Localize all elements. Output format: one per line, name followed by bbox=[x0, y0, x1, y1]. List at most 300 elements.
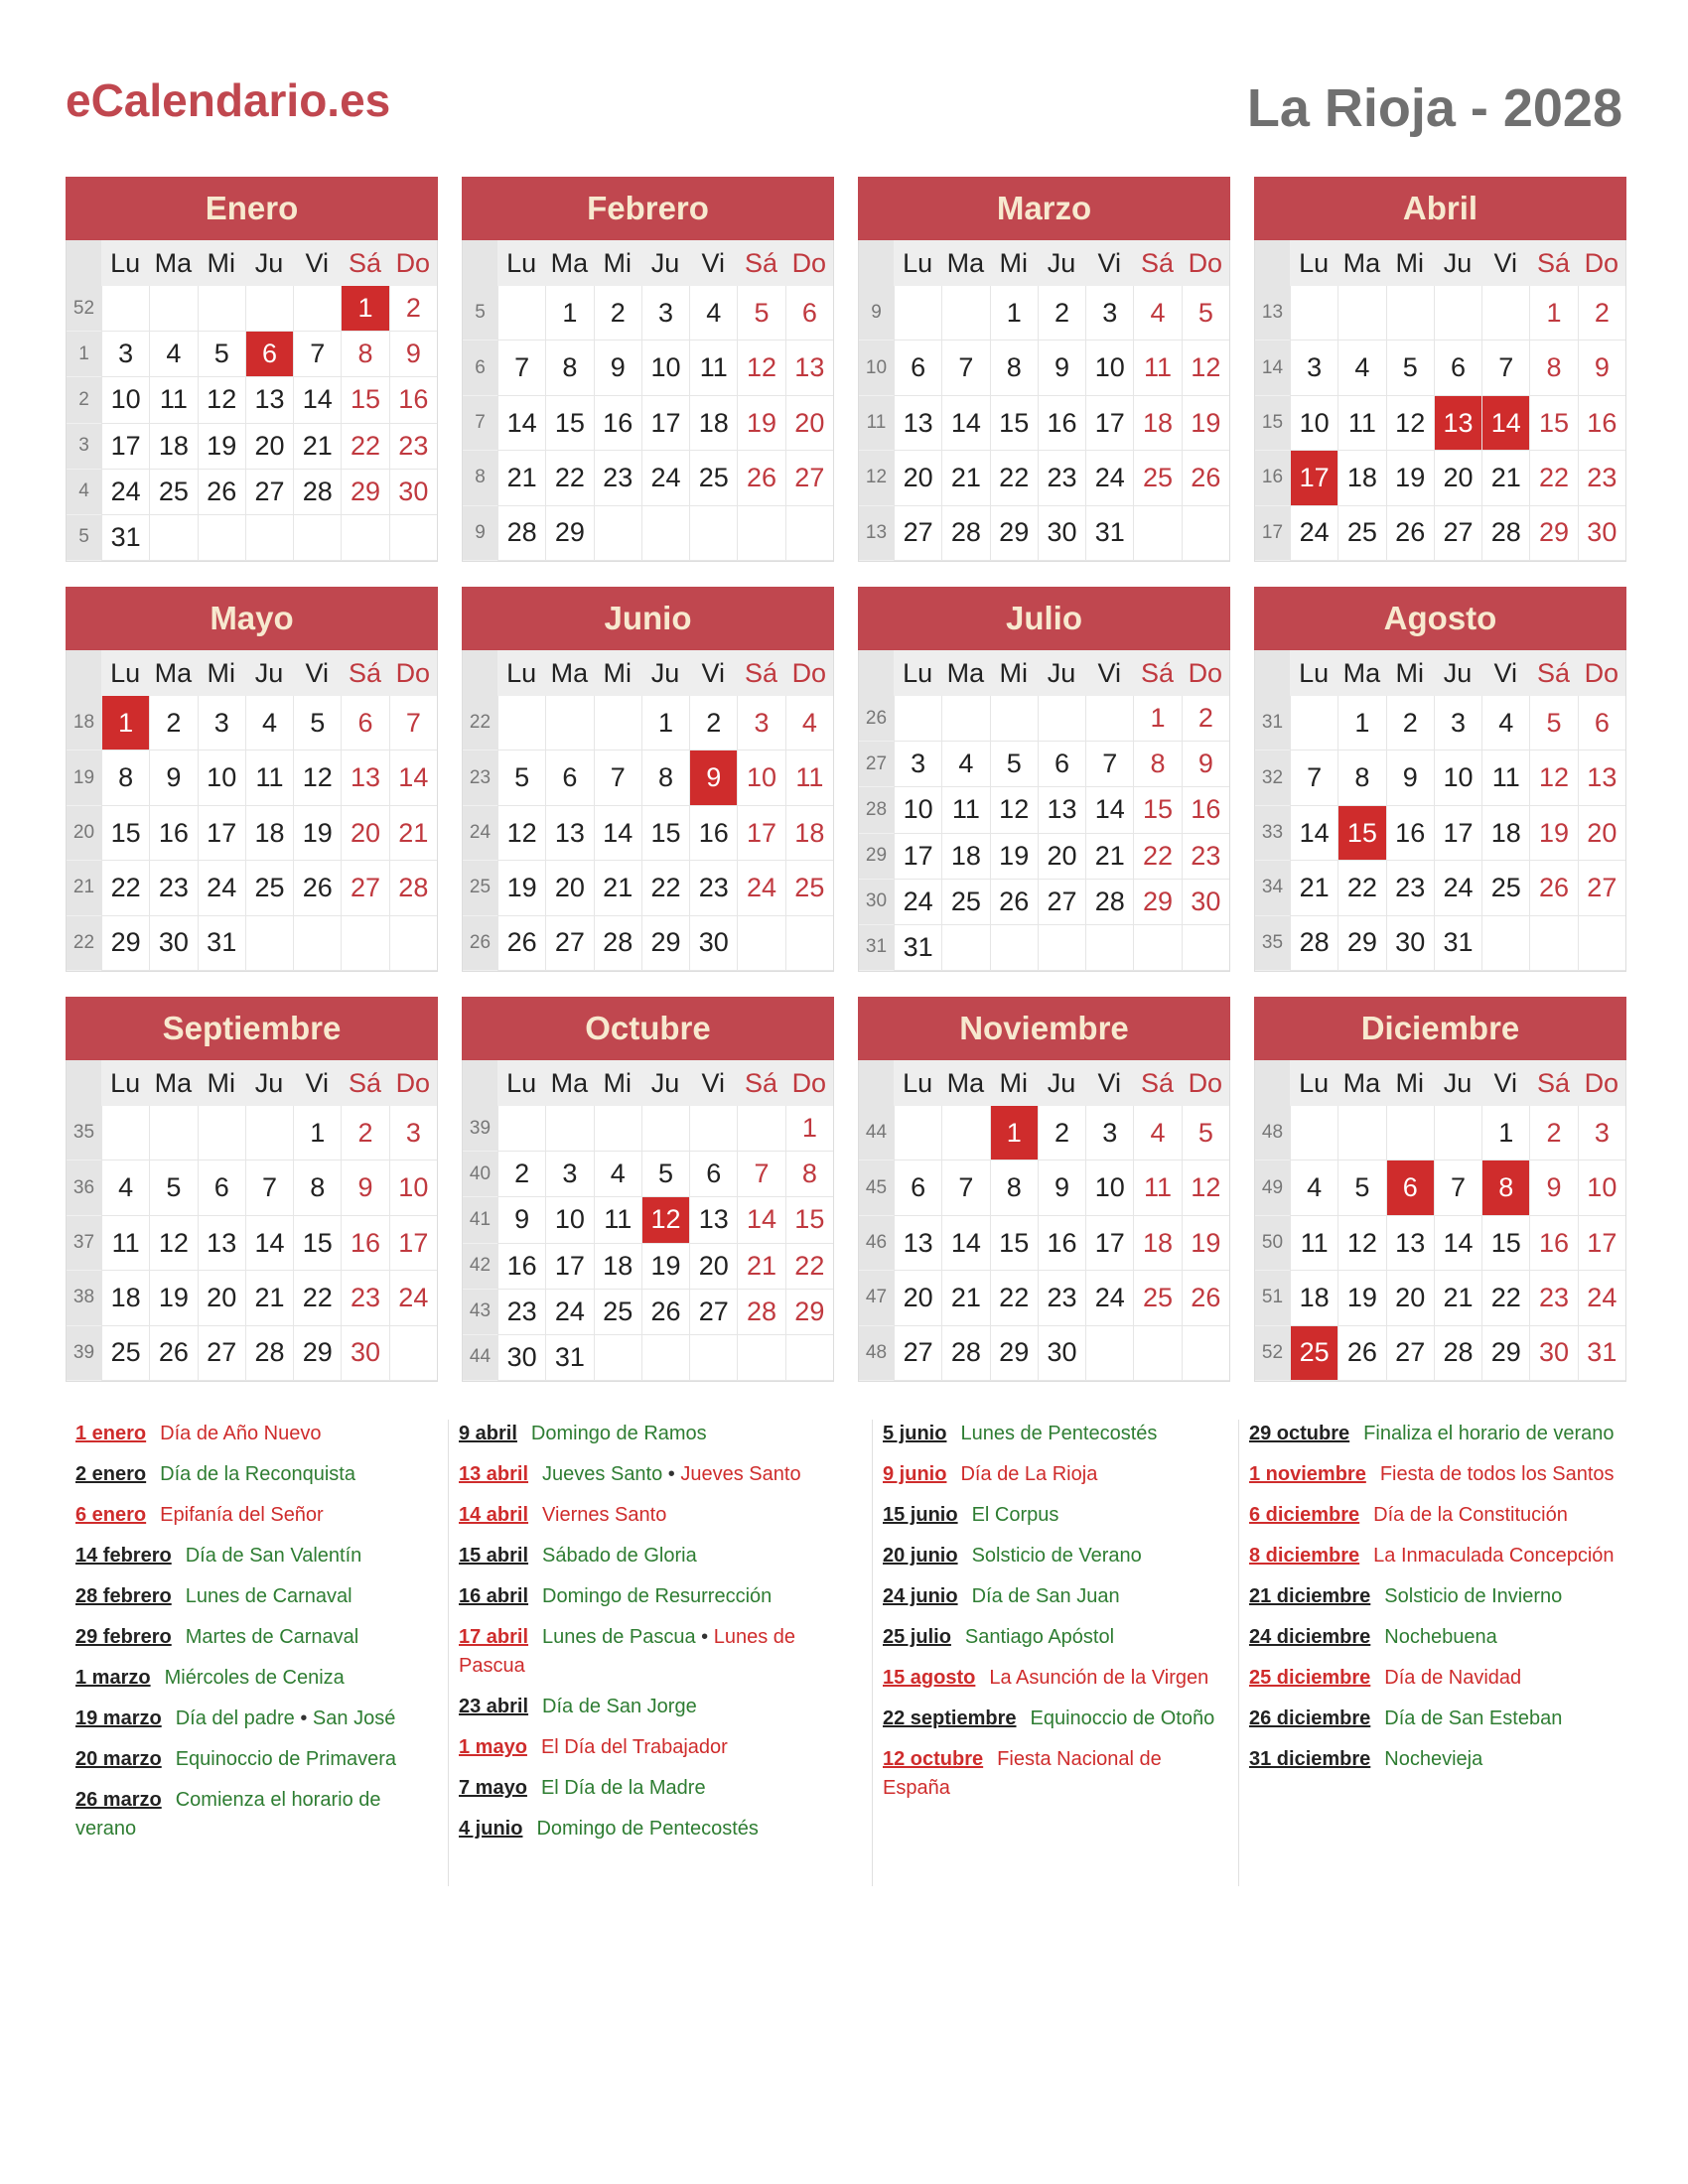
day-cell[interactable]: 17 bbox=[1578, 1216, 1625, 1271]
day-cell[interactable]: 6 bbox=[1386, 1160, 1434, 1215]
day-cell[interactable]: 28 bbox=[1085, 880, 1133, 925]
day-cell[interactable]: 21 bbox=[389, 806, 437, 861]
holiday-date-link[interactable]: 16 abril bbox=[459, 1585, 529, 1607]
day-cell[interactable]: 14 bbox=[245, 1216, 293, 1271]
day-cell[interactable]: 7 bbox=[1290, 751, 1337, 805]
day-cell[interactable]: 1 bbox=[641, 696, 689, 751]
day-cell[interactable]: 17 bbox=[1434, 806, 1481, 861]
day-cell[interactable]: 20 bbox=[1434, 451, 1481, 505]
day-cell[interactable]: 29 bbox=[545, 506, 593, 561]
day-cell[interactable]: 15 bbox=[785, 1197, 833, 1243]
holiday-date-link[interactable]: 1 noviembre bbox=[1249, 1463, 1366, 1485]
holiday-date-link[interactable]: 6 enero bbox=[75, 1504, 147, 1526]
day-cell[interactable]: 12 bbox=[198, 377, 245, 423]
day-cell[interactable]: 11 bbox=[1133, 1160, 1181, 1215]
day-cell[interactable]: 31 bbox=[1434, 916, 1481, 971]
day-cell[interactable]: 18 bbox=[1337, 451, 1385, 505]
day-cell[interactable]: 8 bbox=[341, 332, 388, 377]
day-cell[interactable]: 2 bbox=[594, 286, 641, 341]
day-cell[interactable]: 17 bbox=[1290, 451, 1337, 505]
day-cell[interactable]: 13 bbox=[341, 751, 388, 805]
day-cell[interactable]: 19 bbox=[1182, 396, 1229, 451]
day-cell[interactable]: 29 bbox=[1481, 1326, 1529, 1381]
day-cell[interactable]: 19 bbox=[1337, 1271, 1385, 1325]
day-cell[interactable]: 3 bbox=[1085, 286, 1133, 341]
day-cell[interactable]: 23 bbox=[1182, 834, 1229, 880]
day-cell[interactable]: 16 bbox=[689, 806, 737, 861]
day-cell[interactable]: 21 bbox=[1290, 861, 1337, 915]
day-cell[interactable]: 21 bbox=[1434, 1271, 1481, 1325]
day-cell[interactable]: 28 bbox=[245, 1326, 293, 1381]
day-cell[interactable]: 12 bbox=[737, 341, 784, 395]
day-cell[interactable]: 26 bbox=[1529, 861, 1577, 915]
day-cell[interactable]: 22 bbox=[990, 1271, 1038, 1325]
day-cell[interactable]: 15 bbox=[341, 377, 388, 423]
day-cell[interactable]: 29 bbox=[641, 916, 689, 971]
day-cell[interactable]: 22 bbox=[293, 1271, 341, 1325]
holiday-date-link[interactable]: 15 junio bbox=[883, 1504, 958, 1526]
day-cell[interactable]: 10 bbox=[389, 1160, 437, 1215]
day-cell[interactable]: 1 bbox=[1133, 696, 1181, 742]
day-cell[interactable]: 9 bbox=[1182, 742, 1229, 787]
day-cell[interactable]: 20 bbox=[341, 806, 388, 861]
day-cell[interactable]: 13 bbox=[245, 377, 293, 423]
day-cell[interactable]: 7 bbox=[389, 696, 437, 751]
day-cell[interactable]: 13 bbox=[785, 341, 833, 395]
day-cell[interactable]: 6 bbox=[198, 1160, 245, 1215]
day-cell[interactable]: 9 bbox=[594, 341, 641, 395]
day-cell[interactable]: 3 bbox=[894, 742, 941, 787]
holiday-date-link[interactable]: 26 marzo bbox=[75, 1789, 162, 1811]
day-cell[interactable]: 14 bbox=[594, 806, 641, 861]
day-cell[interactable]: 26 bbox=[737, 451, 784, 505]
holiday-date-link[interactable]: 20 junio bbox=[883, 1545, 958, 1567]
day-cell[interactable]: 15 bbox=[101, 806, 149, 861]
day-cell[interactable]: 19 bbox=[1182, 1216, 1229, 1271]
day-cell[interactable]: 5 bbox=[497, 751, 545, 805]
holiday-date-link[interactable]: 17 abril bbox=[459, 1626, 529, 1648]
day-cell[interactable]: 3 bbox=[1085, 1106, 1133, 1160]
day-cell[interactable]: 6 bbox=[689, 1152, 737, 1197]
day-cell[interactable]: 1 bbox=[1529, 286, 1577, 341]
day-cell[interactable]: 29 bbox=[101, 916, 149, 971]
day-cell[interactable]: 20 bbox=[545, 861, 593, 915]
day-cell[interactable]: 24 bbox=[101, 470, 149, 515]
day-cell[interactable]: 3 bbox=[1578, 1106, 1625, 1160]
holiday-date-link[interactable]: 12 octubre bbox=[883, 1748, 984, 1770]
day-cell[interactable]: 22 bbox=[545, 451, 593, 505]
day-cell[interactable]: 30 bbox=[497, 1335, 545, 1381]
day-cell[interactable]: 10 bbox=[894, 787, 941, 833]
day-cell[interactable]: 25 bbox=[1290, 1326, 1337, 1381]
day-cell[interactable]: 14 bbox=[1085, 787, 1133, 833]
day-cell[interactable]: 28 bbox=[737, 1290, 784, 1335]
day-cell[interactable]: 20 bbox=[894, 1271, 941, 1325]
holiday-date-link[interactable]: 22 septiembre bbox=[883, 1707, 1017, 1729]
holiday-date-link[interactable]: 9 junio bbox=[883, 1463, 947, 1485]
day-cell[interactable]: 5 bbox=[737, 286, 784, 341]
day-cell[interactable]: 22 bbox=[1529, 451, 1577, 505]
day-cell[interactable]: 19 bbox=[198, 424, 245, 470]
day-cell[interactable]: 2 bbox=[1386, 696, 1434, 751]
day-cell[interactable]: 14 bbox=[389, 751, 437, 805]
day-cell[interactable]: 27 bbox=[1434, 506, 1481, 561]
day-cell[interactable]: 4 bbox=[149, 332, 197, 377]
holiday-date-link[interactable]: 23 abril bbox=[459, 1696, 529, 1717]
day-cell[interactable]: 27 bbox=[689, 1290, 737, 1335]
day-cell[interactable]: 24 bbox=[545, 1290, 593, 1335]
day-cell[interactable]: 24 bbox=[1085, 451, 1133, 505]
day-cell[interactable]: 22 bbox=[641, 861, 689, 915]
day-cell[interactable]: 23 bbox=[497, 1290, 545, 1335]
day-cell[interactable]: 8 bbox=[990, 1160, 1038, 1215]
day-cell[interactable]: 29 bbox=[990, 1326, 1038, 1381]
day-cell[interactable]: 27 bbox=[198, 1326, 245, 1381]
day-cell[interactable]: 30 bbox=[149, 916, 197, 971]
day-cell[interactable]: 22 bbox=[785, 1244, 833, 1290]
day-cell[interactable]: 16 bbox=[389, 377, 437, 423]
day-cell[interactable]: 29 bbox=[1337, 916, 1385, 971]
day-cell[interactable]: 11 bbox=[245, 751, 293, 805]
holiday-date-link[interactable]: 25 julio bbox=[883, 1626, 951, 1648]
day-cell[interactable]: 19 bbox=[737, 396, 784, 451]
day-cell[interactable]: 6 bbox=[894, 341, 941, 395]
day-cell[interactable]: 29 bbox=[293, 1326, 341, 1381]
day-cell[interactable]: 1 bbox=[1481, 1106, 1529, 1160]
day-cell[interactable]: 31 bbox=[894, 925, 941, 971]
day-cell[interactable]: 14 bbox=[941, 396, 989, 451]
day-cell[interactable]: 15 bbox=[641, 806, 689, 861]
day-cell[interactable]: 26 bbox=[990, 880, 1038, 925]
day-cell[interactable]: 24 bbox=[389, 1271, 437, 1325]
day-cell[interactable]: 8 bbox=[1133, 742, 1181, 787]
day-cell[interactable]: 4 bbox=[785, 696, 833, 751]
day-cell[interactable]: 4 bbox=[1133, 1106, 1181, 1160]
day-cell[interactable]: 20 bbox=[785, 396, 833, 451]
day-cell[interactable]: 9 bbox=[1386, 751, 1434, 805]
day-cell[interactable]: 16 bbox=[341, 1216, 388, 1271]
day-cell[interactable]: 3 bbox=[1290, 341, 1337, 395]
day-cell[interactable]: 19 bbox=[497, 861, 545, 915]
day-cell[interactable]: 11 bbox=[594, 1197, 641, 1243]
day-cell[interactable]: 2 bbox=[1529, 1106, 1577, 1160]
day-cell[interactable]: 18 bbox=[941, 834, 989, 880]
day-cell[interactable]: 5 bbox=[1386, 341, 1434, 395]
day-cell[interactable]: 28 bbox=[941, 1326, 989, 1381]
day-cell[interactable]: 30 bbox=[1182, 880, 1229, 925]
day-cell[interactable]: 21 bbox=[497, 451, 545, 505]
day-cell[interactable]: 10 bbox=[198, 751, 245, 805]
day-cell[interactable]: 19 bbox=[641, 1244, 689, 1290]
day-cell[interactable]: 6 bbox=[545, 751, 593, 805]
day-cell[interactable]: 22 bbox=[1481, 1271, 1529, 1325]
day-cell[interactable]: 13 bbox=[894, 396, 941, 451]
day-cell[interactable]: 7 bbox=[941, 1160, 989, 1215]
day-cell[interactable]: 11 bbox=[149, 377, 197, 423]
day-cell[interactable]: 22 bbox=[1337, 861, 1385, 915]
day-cell[interactable]: 1 bbox=[1337, 696, 1385, 751]
day-cell[interactable]: 3 bbox=[737, 696, 784, 751]
brand-logo-text[interactable]: eCalendario.es bbox=[66, 74, 391, 126]
holiday-date-link[interactable]: 24 diciembre bbox=[1249, 1626, 1371, 1648]
day-cell[interactable]: 2 bbox=[341, 1106, 388, 1160]
day-cell[interactable]: 31 bbox=[1578, 1326, 1625, 1381]
day-cell[interactable]: 20 bbox=[894, 451, 941, 505]
day-cell[interactable]: 13 bbox=[1434, 396, 1481, 451]
day-cell[interactable]: 31 bbox=[1085, 506, 1133, 561]
holiday-date-link[interactable]: 9 abril bbox=[459, 1423, 517, 1444]
day-cell[interactable]: 19 bbox=[1386, 451, 1434, 505]
holiday-date-link[interactable]: 19 marzo bbox=[75, 1707, 162, 1729]
day-cell[interactable]: 5 bbox=[293, 696, 341, 751]
day-cell[interactable]: 11 bbox=[689, 341, 737, 395]
day-cell[interactable]: 30 bbox=[389, 470, 437, 515]
day-cell[interactable]: 4 bbox=[1290, 1160, 1337, 1215]
day-cell[interactable]: 13 bbox=[689, 1197, 737, 1243]
day-cell[interactable]: 5 bbox=[149, 1160, 197, 1215]
day-cell[interactable]: 15 bbox=[1481, 1216, 1529, 1271]
day-cell[interactable]: 11 bbox=[1337, 396, 1385, 451]
day-cell[interactable]: 12 bbox=[1182, 341, 1229, 395]
day-cell[interactable]: 9 bbox=[1038, 341, 1085, 395]
day-cell[interactable]: 25 bbox=[941, 880, 989, 925]
day-cell[interactable]: 5 bbox=[1337, 1160, 1385, 1215]
day-cell[interactable]: 26 bbox=[1182, 1271, 1229, 1325]
day-cell[interactable]: 30 bbox=[1529, 1326, 1577, 1381]
holiday-date-link[interactable]: 29 febrero bbox=[75, 1626, 172, 1648]
day-cell[interactable]: 13 bbox=[1386, 1216, 1434, 1271]
day-cell[interactable]: 25 bbox=[1133, 451, 1181, 505]
day-cell[interactable]: 6 bbox=[341, 696, 388, 751]
day-cell[interactable]: 21 bbox=[941, 1271, 989, 1325]
day-cell[interactable]: 14 bbox=[293, 377, 341, 423]
day-cell[interactable]: 26 bbox=[1386, 506, 1434, 561]
day-cell[interactable]: 17 bbox=[1085, 396, 1133, 451]
day-cell[interactable]: 23 bbox=[1529, 1271, 1577, 1325]
day-cell[interactable]: 26 bbox=[198, 470, 245, 515]
day-cell[interactable]: 7 bbox=[941, 341, 989, 395]
day-cell[interactable]: 23 bbox=[389, 424, 437, 470]
day-cell[interactable]: 26 bbox=[1337, 1326, 1385, 1381]
day-cell[interactable]: 10 bbox=[1085, 1160, 1133, 1215]
day-cell[interactable]: 20 bbox=[1386, 1271, 1434, 1325]
day-cell[interactable]: 24 bbox=[737, 861, 784, 915]
day-cell[interactable]: 4 bbox=[245, 696, 293, 751]
day-cell[interactable]: 2 bbox=[1038, 1106, 1085, 1160]
holiday-date-link[interactable]: 24 junio bbox=[883, 1585, 958, 1607]
day-cell[interactable]: 23 bbox=[1038, 1271, 1085, 1325]
day-cell[interactable]: 6 bbox=[1038, 742, 1085, 787]
day-cell[interactable]: 11 bbox=[941, 787, 989, 833]
day-cell[interactable]: 27 bbox=[1038, 880, 1085, 925]
day-cell[interactable]: 1 bbox=[545, 286, 593, 341]
holiday-date-link[interactable]: 2 enero bbox=[75, 1463, 147, 1485]
day-cell[interactable]: 25 bbox=[101, 1326, 149, 1381]
day-cell[interactable]: 14 bbox=[941, 1216, 989, 1271]
day-cell[interactable]: 4 bbox=[1133, 286, 1181, 341]
holiday-date-link[interactable]: 6 diciembre bbox=[1249, 1504, 1360, 1526]
day-cell[interactable]: 2 bbox=[389, 286, 437, 332]
day-cell[interactable]: 15 bbox=[1529, 396, 1577, 451]
day-cell[interactable]: 28 bbox=[594, 916, 641, 971]
day-cell[interactable]: 13 bbox=[1038, 787, 1085, 833]
day-cell[interactable]: 12 bbox=[1182, 1160, 1229, 1215]
day-cell[interactable]: 1 bbox=[341, 286, 388, 332]
day-cell[interactable]: 15 bbox=[1133, 787, 1181, 833]
day-cell[interactable]: 4 bbox=[101, 1160, 149, 1215]
day-cell[interactable]: 5 bbox=[198, 332, 245, 377]
holiday-date-link[interactable]: 14 febrero bbox=[75, 1545, 172, 1567]
day-cell[interactable]: 27 bbox=[1386, 1326, 1434, 1381]
day-cell[interactable]: 7 bbox=[1481, 341, 1529, 395]
day-cell[interactable]: 31 bbox=[101, 515, 149, 561]
day-cell[interactable]: 27 bbox=[785, 451, 833, 505]
day-cell[interactable]: 10 bbox=[1578, 1160, 1625, 1215]
holiday-date-link[interactable]: 15 agosto bbox=[883, 1667, 976, 1689]
holiday-date-link[interactable]: 26 diciembre bbox=[1249, 1707, 1371, 1729]
day-cell[interactable]: 11 bbox=[1290, 1216, 1337, 1271]
day-cell[interactable]: 15 bbox=[1337, 806, 1385, 861]
day-cell[interactable]: 22 bbox=[990, 451, 1038, 505]
day-cell[interactable]: 11 bbox=[785, 751, 833, 805]
day-cell[interactable]: 26 bbox=[497, 916, 545, 971]
day-cell[interactable]: 23 bbox=[149, 861, 197, 915]
day-cell[interactable]: 1 bbox=[293, 1106, 341, 1160]
holiday-date-link[interactable]: 4 junio bbox=[459, 1818, 523, 1840]
day-cell[interactable]: 7 bbox=[245, 1160, 293, 1215]
holiday-date-link[interactable]: 1 enero bbox=[75, 1423, 147, 1444]
day-cell[interactable]: 9 bbox=[1038, 1160, 1085, 1215]
day-cell[interactable]: 1 bbox=[990, 286, 1038, 341]
day-cell[interactable]: 18 bbox=[689, 396, 737, 451]
day-cell[interactable]: 25 bbox=[689, 451, 737, 505]
day-cell[interactable]: 9 bbox=[1529, 1160, 1577, 1215]
day-cell[interactable]: 12 bbox=[1529, 751, 1577, 805]
day-cell[interactable]: 10 bbox=[101, 377, 149, 423]
day-cell[interactable]: 30 bbox=[1578, 506, 1625, 561]
day-cell[interactable]: 30 bbox=[341, 1326, 388, 1381]
day-cell[interactable]: 4 bbox=[941, 742, 989, 787]
day-cell[interactable]: 25 bbox=[785, 861, 833, 915]
day-cell[interactable]: 2 bbox=[1038, 286, 1085, 341]
day-cell[interactable]: 12 bbox=[497, 806, 545, 861]
day-cell[interactable]: 27 bbox=[894, 506, 941, 561]
day-cell[interactable]: 17 bbox=[641, 396, 689, 451]
day-cell[interactable]: 2 bbox=[689, 696, 737, 751]
day-cell[interactable]: 5 bbox=[990, 742, 1038, 787]
day-cell[interactable]: 21 bbox=[941, 451, 989, 505]
day-cell[interactable]: 23 bbox=[1038, 451, 1085, 505]
day-cell[interactable]: 3 bbox=[545, 1152, 593, 1197]
day-cell[interactable]: 9 bbox=[341, 1160, 388, 1215]
day-cell[interactable]: 27 bbox=[245, 470, 293, 515]
day-cell[interactable]: 7 bbox=[497, 341, 545, 395]
day-cell[interactable]: 9 bbox=[149, 751, 197, 805]
day-cell[interactable]: 8 bbox=[785, 1152, 833, 1197]
day-cell[interactable]: 20 bbox=[245, 424, 293, 470]
day-cell[interactable]: 24 bbox=[198, 861, 245, 915]
holiday-date-link[interactable]: 20 marzo bbox=[75, 1748, 162, 1770]
day-cell[interactable]: 16 bbox=[1529, 1216, 1577, 1271]
day-cell[interactable]: 17 bbox=[545, 1244, 593, 1290]
day-cell[interactable]: 23 bbox=[341, 1271, 388, 1325]
day-cell[interactable]: 16 bbox=[1038, 1216, 1085, 1271]
day-cell[interactable]: 30 bbox=[1038, 506, 1085, 561]
holiday-date-link[interactable]: 14 abril bbox=[459, 1504, 529, 1526]
day-cell[interactable]: 15 bbox=[545, 396, 593, 451]
day-cell[interactable]: 4 bbox=[594, 1152, 641, 1197]
day-cell[interactable]: 12 bbox=[1386, 396, 1434, 451]
day-cell[interactable]: 12 bbox=[1337, 1216, 1385, 1271]
day-cell[interactable]: 16 bbox=[1386, 806, 1434, 861]
day-cell[interactable]: 13 bbox=[894, 1216, 941, 1271]
day-cell[interactable]: 12 bbox=[641, 1197, 689, 1243]
day-cell[interactable]: 19 bbox=[149, 1271, 197, 1325]
day-cell[interactable]: 21 bbox=[1085, 834, 1133, 880]
day-cell[interactable]: 27 bbox=[341, 861, 388, 915]
holiday-date-link[interactable]: 21 diciembre bbox=[1249, 1585, 1371, 1607]
day-cell[interactable]: 18 bbox=[1133, 396, 1181, 451]
day-cell[interactable]: 4 bbox=[1481, 696, 1529, 751]
day-cell[interactable]: 15 bbox=[990, 1216, 1038, 1271]
day-cell[interactable]: 24 bbox=[1434, 861, 1481, 915]
day-cell[interactable]: 8 bbox=[101, 751, 149, 805]
day-cell[interactable]: 4 bbox=[689, 286, 737, 341]
holiday-date-link[interactable]: 5 junio bbox=[883, 1423, 947, 1444]
day-cell[interactable]: 8 bbox=[293, 1160, 341, 1215]
day-cell[interactable]: 24 bbox=[1290, 506, 1337, 561]
day-cell[interactable]: 10 bbox=[1434, 751, 1481, 805]
day-cell[interactable]: 14 bbox=[497, 396, 545, 451]
holiday-date-link[interactable]: 7 mayo bbox=[459, 1777, 527, 1799]
day-cell[interactable]: 8 bbox=[1529, 341, 1577, 395]
day-cell[interactable]: 18 bbox=[594, 1244, 641, 1290]
day-cell[interactable]: 7 bbox=[737, 1152, 784, 1197]
day-cell[interactable]: 29 bbox=[1133, 880, 1181, 925]
day-cell[interactable]: 15 bbox=[990, 396, 1038, 451]
day-cell[interactable]: 19 bbox=[1529, 806, 1577, 861]
day-cell[interactable]: 24 bbox=[894, 880, 941, 925]
day-cell[interactable]: 23 bbox=[1386, 861, 1434, 915]
day-cell[interactable]: 6 bbox=[785, 286, 833, 341]
day-cell[interactable]: 1 bbox=[785, 1106, 833, 1152]
day-cell[interactable]: 11 bbox=[101, 1216, 149, 1271]
day-cell[interactable]: 18 bbox=[1481, 806, 1529, 861]
day-cell[interactable]: 18 bbox=[785, 806, 833, 861]
day-cell[interactable]: 25 bbox=[149, 470, 197, 515]
day-cell[interactable]: 8 bbox=[1337, 751, 1385, 805]
day-cell[interactable]: 25 bbox=[594, 1290, 641, 1335]
day-cell[interactable]: 24 bbox=[1085, 1271, 1133, 1325]
day-cell[interactable]: 28 bbox=[497, 506, 545, 561]
day-cell[interactable]: 7 bbox=[293, 332, 341, 377]
day-cell[interactable]: 25 bbox=[1481, 861, 1529, 915]
holiday-date-link[interactable]: 1 mayo bbox=[459, 1736, 527, 1758]
day-cell[interactable]: 20 bbox=[689, 1244, 737, 1290]
day-cell[interactable]: 28 bbox=[389, 861, 437, 915]
day-cell[interactable]: 20 bbox=[1038, 834, 1085, 880]
day-cell[interactable]: 27 bbox=[1578, 861, 1625, 915]
day-cell[interactable]: 10 bbox=[737, 751, 784, 805]
day-cell[interactable]: 28 bbox=[1290, 916, 1337, 971]
day-cell[interactable]: 14 bbox=[1290, 806, 1337, 861]
day-cell[interactable]: 28 bbox=[293, 470, 341, 515]
day-cell[interactable]: 14 bbox=[1481, 396, 1529, 451]
day-cell[interactable]: 18 bbox=[245, 806, 293, 861]
day-cell[interactable]: 11 bbox=[1133, 341, 1181, 395]
day-cell[interactable]: 16 bbox=[149, 806, 197, 861]
day-cell[interactable]: 24 bbox=[641, 451, 689, 505]
